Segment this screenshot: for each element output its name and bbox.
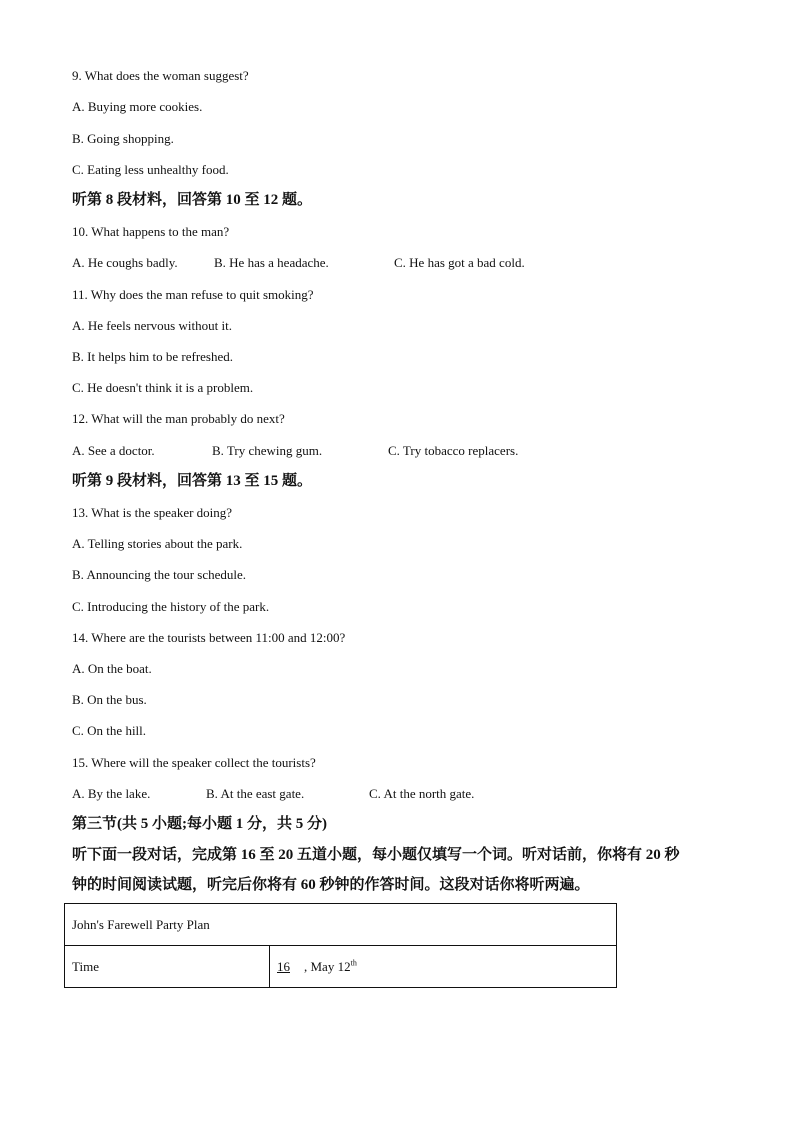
party-plan-table xyxy=(64,903,617,988)
table-row xyxy=(65,946,617,988)
time-date: , May 12 xyxy=(304,958,351,974)
table-title: John's Farewell Party Plan xyxy=(65,904,617,946)
exam-page: 9. What does the woman suggest? A. Buying more cookies. B. Going shopping. C. Eating less unhealthy food. 听第 8 段材料，回答第 10 至 12 题。 10. What happens to the man? A. He coughs badly. B. He has a headache. C. He has got a bad cold. 11. Why does the man refuse to quit smoking? A. He feels nervous without it. B. It helps him to be refreshed. C. He doesn't think it is a problem. 12. What will the man probably do next? A. See a doctor. B. Try chewing gum. C. Try tobacco replacers. 听第 9 段材料，回答第 13 至 15 题。 13. What is the speaker doing? A. Telling stories about the park. B. Announcing the tour schedule. C. Introducing the history of the park. 14. Where are the tourists between 11:00 and 12:00? A. On the boat. B. On the bus. C. On the hill. 15. Where will the speaker collect the tourists? A. By the lake. B. At the east gate. C. At the north gate. 第三节(共 5 小题;每小题 1 分，共 5 分) 听下面一段对话，完成第 16 至 20 五道小题，每小题仅填写一个词。听对话前，你将有 20 秒 钟的时间阅读试题，听完后你将有 60 秒钟的作答时间。这段对话你将听两遍。 John's Farewell Party Plan Time 16 , May 12th xyxy=(0,0,794,1123)
time-label: Time xyxy=(65,946,270,988)
table-row xyxy=(65,904,617,946)
q12-option-b: B. Try chewing gum. xyxy=(212,443,323,458)
q10-option-b: B. He has a headache. xyxy=(214,255,329,270)
answer-blank-16[interactable]: 16 xyxy=(277,958,290,974)
time-value xyxy=(270,946,617,988)
q12-option-c: C. Try tobacco replacers. xyxy=(388,443,519,458)
q10-option-c: C. He has got a bad cold. xyxy=(394,255,525,270)
q10-option-a: A. He coughs badly. xyxy=(72,255,178,270)
date-suffix: th xyxy=(350,958,357,968)
q15-option-c: C. At the north gate. xyxy=(369,786,475,801)
q15-option-b: B. At the east gate. xyxy=(206,786,305,801)
q12-option-a: A. See a doctor. xyxy=(72,443,155,458)
q15-option-a: A. By the lake. xyxy=(72,786,151,801)
